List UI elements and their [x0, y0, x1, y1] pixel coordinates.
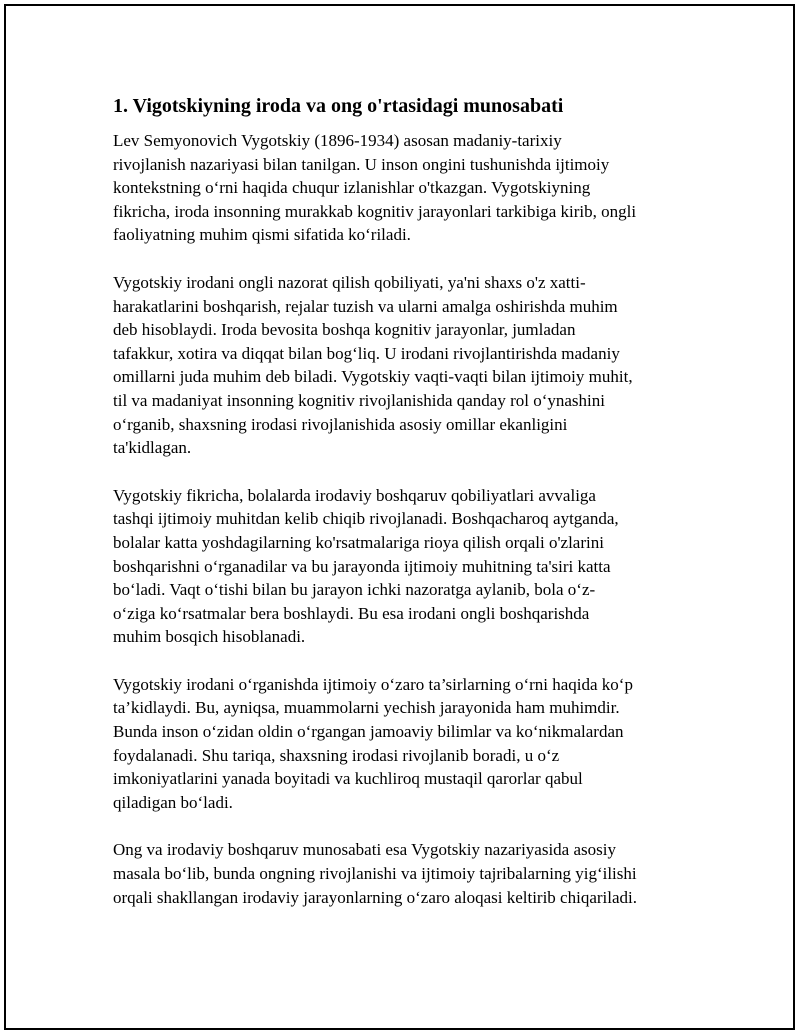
text-line: tafakkur, xotira va diqqat bilan bog‘liq. U irodani rivojlantirishda madaniy — [113, 343, 620, 363]
text-line: kontekstning o‘rni haqida chuqur izlanishlar o'tkazgan. Vygotskiyning — [113, 178, 591, 198]
text-line: Vygotskiy irodani o‘rganishda ijtimoiy o‘zaro ta’sirlarning o‘rni haqida ko‘p — [113, 674, 633, 694]
text-line: fikricha, iroda insonning murakkab kognitiv jarayonlari tarkibiga kirib, ongli — [113, 201, 637, 221]
text-line: ta'kidlagan. — [113, 438, 192, 458]
section-heading: 1. Vigotskiyning iroda va ong o'rtasidagi munosabati — [113, 95, 564, 117]
text-line: foydalanadi. Shu tariqa, shaxsning irodasi rivojlanib boradi, u o‘z — [113, 745, 560, 765]
paragraph — [113, 838, 693, 909]
text-line: orqali shakllangan irodaviy jarayonlarning o‘zaro aloqasi keltirib chiqariladi. — [113, 887, 637, 907]
paragraph-list — [113, 129, 693, 909]
text-line: rivojlanish nazariyasi bilan tanilgan. U inson ongini tushunishda ijtimoiy — [113, 154, 610, 174]
text-line: Lev Semyonovich Vygotskiy (1896-1934) asosan madaniy-tarixiy — [113, 131, 562, 150]
text-line: Vygotskiy fikricha, bolalarda irodaviy boshqaruv qobiliyatlari avvaliga — [113, 485, 596, 505]
text-line: masala bo‘lib, bunda ongning rivojlanishi va ijtimoiy tajribalarning yig‘ilishi — [113, 864, 637, 884]
text-line: bolalar katta yoshdagilarning ko'rsatmalariga rioya qilish orqali o'zlarini — [113, 532, 604, 552]
text-line: muhim bosqich hisoblanadi. — [113, 627, 306, 647]
paragraph — [113, 271, 693, 460]
paragraph — [113, 673, 693, 815]
paragraph — [113, 129, 693, 247]
text-line: harakatlarini boshqarish, rejalar tuzish va ularni amalga oshirishda muhim — [113, 296, 618, 316]
text-line: Ong va irodaviy boshqaruv munosabati esa Vygotskiy nazariyasida asosiy — [113, 840, 616, 860]
text-line: faoliyatning muhim qismi sifatida ko‘riladi. — [113, 225, 411, 245]
text-line: boshqarishni o‘rganadilar va bu jarayonda ijtimoiy muhitning ta'siri katta — [113, 556, 611, 576]
text-line: deb hisoblaydi. Iroda bevosita boshqa kognitiv jarayonlar, jumladan — [113, 320, 576, 340]
text-line: Bunda inson o‘zidan oldin o‘rgangan jamoaviy bilimlar va ko‘nikmalardan — [113, 722, 624, 742]
text-line: bo‘ladi. Vaqt o‘tishi bilan bu jarayon ichki nazoratga aylanib, bola o‘z- — [113, 580, 596, 600]
text-line: tashqi ijtimoiy muhitdan kelib chiqib rivojlanadi. Boshqacharoq aytganda, — [113, 509, 619, 529]
text-line: Vygotskiy irodani ongli nazorat qilish qobiliyati, ya'ni shaxs o'z xatti- — [113, 272, 586, 292]
document-body — [113, 93, 693, 933]
text-line: qiladigan bo‘ladi. — [113, 792, 233, 812]
text-line: ta’kidlaydi. Bu, ayniqsa, muammolarni yechish jarayonida ham muhimdir. — [113, 698, 620, 718]
paragraph — [113, 484, 693, 649]
text-line: o‘ziga ko‘rsatmalar bera boshlaydi. Bu esa irodani ongli boshqarishda — [113, 603, 590, 623]
text-line: til va madaniyat insonning kognitiv rivojlanishida qanday rol o‘ynashini — [113, 390, 605, 410]
text-line: o‘rganib, shaxsning irodasi rivojlanishida asosiy omillar ekanligini — [113, 414, 568, 434]
text-line: imkoniyatlarini yanada boyitadi va kuchliroq mustaqil qarorlar qabul — [113, 769, 583, 789]
text-line: omillarni juda muhim deb biladi. Vygotskiy vaqti-vaqti bilan ijtimoiy muhit, — [113, 367, 633, 387]
